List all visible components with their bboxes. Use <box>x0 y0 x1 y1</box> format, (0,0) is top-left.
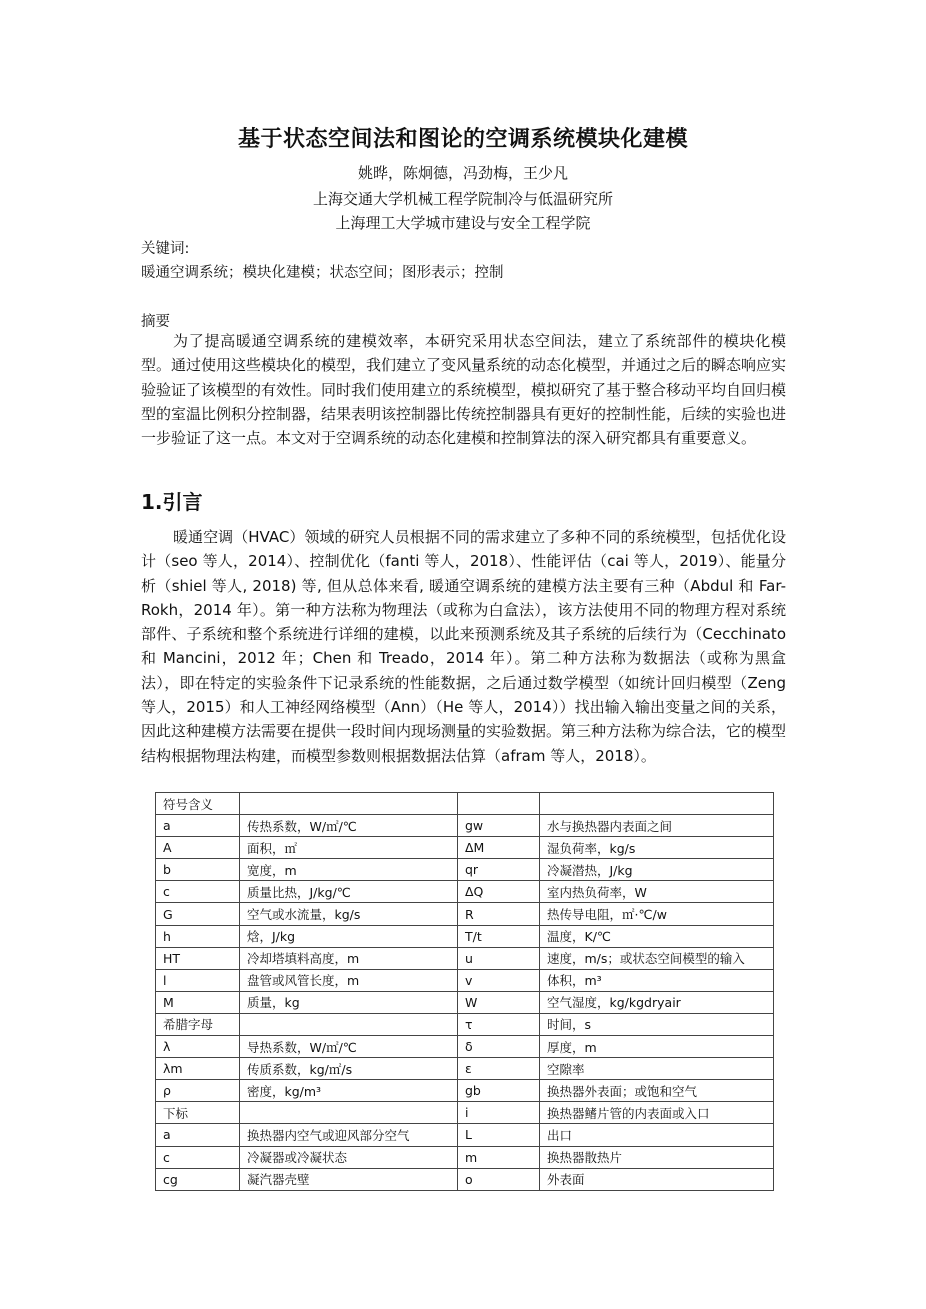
table-cell: 空气或水流量，kg/s <box>240 903 458 925</box>
table-cell: a <box>156 1124 240 1146</box>
table-cell: HT <box>156 947 240 969</box>
table-cell: 换热器内空气或迎风部分空气 <box>240 1124 458 1146</box>
table-cell: 换热器外表面；或饱和空气 <box>540 1080 774 1102</box>
table-cell: 时间，s <box>540 1013 774 1035</box>
table-cell: a <box>156 815 240 837</box>
affiliation-1: 上海交通大学机械工程学院制冷与低温研究所 <box>312 190 613 208</box>
table-row <box>156 837 774 859</box>
table-cell: 密度，kg/m³ <box>240 1080 458 1102</box>
table-cell: 空气湿度，kg/kgdryair <box>540 991 774 1013</box>
abstract-text: 为了提高暖通空调系统的建模效率，本研究采用状态空间法，建立了系统部件的模块化模型。通过使用这些模块化的模型，我们建立了变风量系统的动态化模型，并通过之后的瞬态响应实验验证了该模型的有效性。同时我们使用建立的系统模型，模拟研究了基于整合移动平均自回归模型的室温比例积分控制器，结果表明该控制器比传统控制器具有更好的控制性能，后续的实验也进一步验证了这一点。本文对于空调系统的动态化建模和控制算法的深入研究都具有重要意义。 <box>141 332 787 448</box>
table-cell: u <box>458 947 540 969</box>
table-cell: gw <box>458 815 540 837</box>
table-row <box>156 991 774 1013</box>
table-row <box>156 1013 774 1035</box>
table-row <box>156 1146 774 1168</box>
table-cell: v <box>458 969 540 991</box>
table-cell: R <box>458 903 540 925</box>
table-cell: qr <box>458 859 540 881</box>
table-cell: λm <box>156 1058 240 1080</box>
table-cell: ΔM <box>458 837 540 859</box>
table-cell: 宽度，m <box>240 859 458 881</box>
table-cell: 冷凝器或冷凝状态 <box>240 1146 458 1168</box>
table-cell: c <box>156 881 240 903</box>
table-row <box>156 815 774 837</box>
table-cell: 传热系数，W/㎡/℃ <box>240 815 458 837</box>
table-cell: ΔQ <box>458 881 540 903</box>
table-cell: 湿负荷率，kg/s <box>540 837 774 859</box>
paper-title: 基于状态空间法和图论的空调系统模块化建模 <box>237 127 688 152</box>
table-cell: 质量，kg <box>240 991 458 1013</box>
table-cell: L <box>458 1124 540 1146</box>
table-row <box>156 925 774 947</box>
symbol-table-body <box>156 793 774 1191</box>
table-cell: c <box>156 1146 240 1168</box>
table-cell: 体积，m³ <box>540 969 774 991</box>
table-cell: λ <box>156 1036 240 1058</box>
table-cell: b <box>156 859 240 881</box>
keywords-label: 关键词: <box>141 241 190 257</box>
table-row <box>156 793 774 815</box>
table-cell: 盘管或风管长度，m <box>240 969 458 991</box>
table-cell: 导热系数，W/㎡/℃ <box>240 1036 458 1058</box>
table-cell: 传质系数，kg/㎡/s <box>240 1058 458 1080</box>
table-row <box>156 881 774 903</box>
table-cell <box>458 793 540 815</box>
table-cell: 室内热负荷率，W <box>540 881 774 903</box>
author-list: 姚晔，陈炯德，冯劲梅，王少凡 <box>357 164 568 182</box>
table-cell: 速度，m/s；或状态空间模型的输入 <box>540 947 774 969</box>
table-row <box>156 969 774 991</box>
table-cell: A <box>156 837 240 859</box>
table-cell: G <box>156 903 240 925</box>
table-cell: 面积，㎡ <box>240 837 458 859</box>
table-cell: W <box>458 991 540 1013</box>
table-cell: o <box>458 1168 540 1190</box>
introduction-text: 暖通空调（HVAC）领域的研究人员根据不同的需求建立了多种不同的系统模型，包括优化设计（seo 等人，2014）、控制优化（fanti 等人，2018）、性能评估（cai 等人，2019）、能量分析（shiel 等人, 2018) 等, 但从总体来看, 暖通空调系统的建模方法主要有三种（Abdul 和 Far-Rokh，2014 年）。第一种方法称为物理法（或称为白盒法），该方法使用不同的物理方程对系统部件、子系统和整个系统进行详细的建模，以此来预测系统及其子系统的后续行为（Cecchinato 和 Mancini，2012 年；Chen 和 Treado，2014 年）。第二种方法称为数据法（或称为黑盒法），即在特定的实验条件下记录系统的性能数据，之后通过数学模型（如统计回归模型（Zeng 等人，2015）和人工神经网络模型（Ann）（He 等人，2014））找出输入输出变量之间的关系，因此这种建模方法需要在提供一段时间内现场测量的实验数据。第三种方法称为综合法，它的模型结构根据物理法构建，而模型参数则根据数据法估算（afram 等人，2018）。 <box>141 528 787 765</box>
table-row <box>156 1080 774 1102</box>
table-cell: 温度，K/℃ <box>540 925 774 947</box>
table-row <box>156 1058 774 1080</box>
table-row <box>156 1168 774 1190</box>
table-row <box>156 1036 774 1058</box>
table-cell: 希腊字母 <box>156 1013 240 1035</box>
section-heading-introduction: 1.引言 <box>141 490 203 514</box>
keywords-text: 暖通空调系统；模块化建模；状态空间；图形表示；控制 <box>141 265 504 281</box>
table-row <box>156 1124 774 1146</box>
table-cell: M <box>156 991 240 1013</box>
symbol-table <box>155 792 774 1191</box>
table-cell: m <box>458 1146 540 1168</box>
table-cell: ρ <box>156 1080 240 1102</box>
table-cell: gb <box>458 1080 540 1102</box>
affiliation-2: 上海理工大学城市建设与安全工程学院 <box>335 214 591 232</box>
table-cell: 外表面 <box>540 1168 774 1190</box>
table-cell <box>240 1102 458 1124</box>
table-cell: δ <box>458 1036 540 1058</box>
table-cell: 符号含义 <box>156 793 240 815</box>
table-cell: T/t <box>458 925 540 947</box>
table-cell: l <box>156 969 240 991</box>
table-cell: τ <box>458 1013 540 1035</box>
table-cell: 热传导电阻，㎡·℃/w <box>540 903 774 925</box>
table-cell: 出口 <box>540 1124 774 1146</box>
abstract-label: 摘要 <box>141 314 170 330</box>
table-cell: 冷凝潜热，J/kg <box>540 859 774 881</box>
table-row <box>156 859 774 881</box>
table-cell <box>240 1013 458 1035</box>
table-row <box>156 1102 774 1124</box>
table-cell: i <box>458 1102 540 1124</box>
table-cell: 水与换热器内表面之间 <box>540 815 774 837</box>
table-cell: h <box>156 925 240 947</box>
table-cell: 换热器散热片 <box>540 1146 774 1168</box>
table-cell <box>240 793 458 815</box>
table-cell: cg <box>156 1168 240 1190</box>
table-cell: 焓，J/kg <box>240 925 458 947</box>
table-row <box>156 947 774 969</box>
table-cell: 厚度，m <box>540 1036 774 1058</box>
table-cell: 换热器鳍片管的内表面或入口 <box>540 1102 774 1124</box>
table-cell: 凝汽器壳壁 <box>240 1168 458 1190</box>
table-cell: 空隙率 <box>540 1058 774 1080</box>
table-cell: ε <box>458 1058 540 1080</box>
table-cell: 冷却塔填料高度，m <box>240 947 458 969</box>
table-cell: 质量比热，J/kg/℃ <box>240 881 458 903</box>
table-cell: 下标 <box>156 1102 240 1124</box>
table-cell <box>540 793 774 815</box>
table-row <box>156 903 774 925</box>
